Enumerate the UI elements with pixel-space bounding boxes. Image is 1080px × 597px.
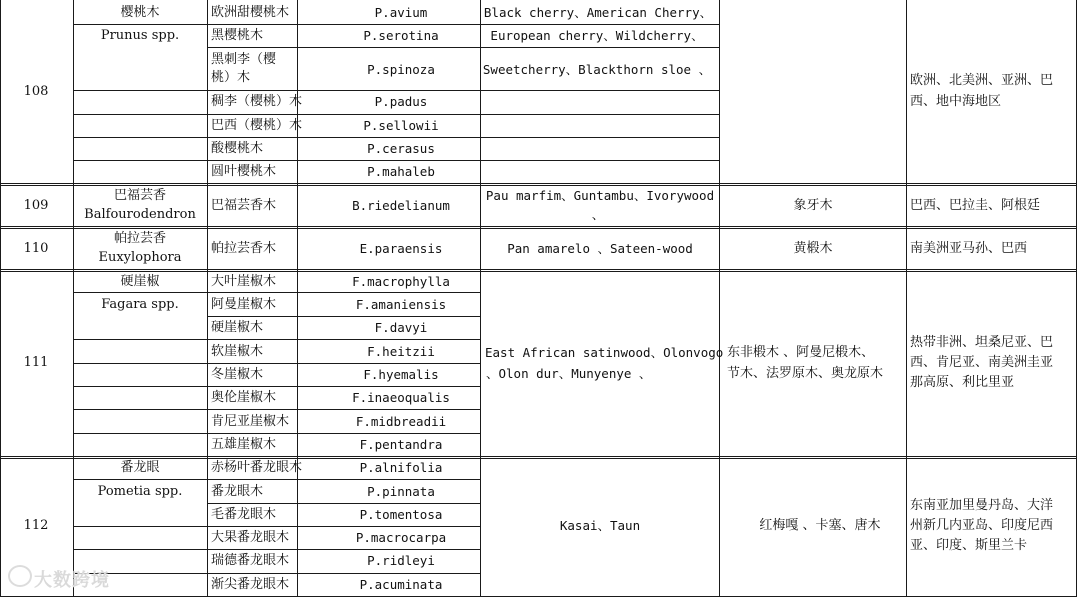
trade-name: 、 <box>591 207 605 222</box>
species-cn: 毛番龙眼木 <box>211 507 277 522</box>
species-latin: P.ridleyi <box>367 553 435 568</box>
species-cn: 黑刺李（樱桃）木 <box>211 52 277 85</box>
region: 热带非洲、坦桑尼亚、巴 <box>910 335 1054 350</box>
inner-line <box>73 433 480 434</box>
row-number: 112 <box>23 518 49 533</box>
inner-line <box>73 526 480 527</box>
species-latin: F.macrophylla <box>352 274 450 289</box>
species-cn: 渐尖番龙眼木 <box>211 577 290 592</box>
species-latin: P.cerasus <box>367 141 435 156</box>
table-border-right <box>1076 0 1077 597</box>
species-latin: P.mahaleb <box>367 164 435 179</box>
row-divider-111b <box>0 458 1077 459</box>
inner-line <box>73 114 720 115</box>
species-latin: P.pinnata <box>367 484 435 499</box>
trade-name: European cherry、Wildcherry、 <box>490 28 704 43</box>
inner-line <box>73 549 480 550</box>
inner-line <box>207 316 480 317</box>
species-cn: 硬崖椒木 <box>211 320 264 335</box>
row-divider-108 <box>0 183 1077 184</box>
row-divider-108b <box>0 185 1077 186</box>
genus-cn: 巴福芸香 <box>113 188 167 203</box>
genus-latin: Pometia spp. <box>97 484 183 499</box>
col-divider-cntrade <box>906 0 907 597</box>
species-cn: 帕拉芸香木 <box>211 241 277 256</box>
genus-latin: Fagara spp. <box>101 297 179 312</box>
genus-cn: 樱桃木 <box>120 5 160 20</box>
row-number: 111 <box>23 355 49 370</box>
species-cn: 奥伦崖椒木 <box>211 390 277 405</box>
row-divider-109 <box>0 226 1077 227</box>
genus-latin: Euxylophora <box>98 250 182 265</box>
species-cn: 巴西（樱桃）木 <box>211 118 303 133</box>
cn-trade-name: 节木、法罗原木、奥龙原木 <box>727 366 884 381</box>
inner-line <box>73 573 480 574</box>
species-latin: F.davyi <box>374 320 428 335</box>
row-divider-110 <box>0 269 1077 270</box>
region: 东南亚加里曼丹岛、大洋 <box>910 498 1054 513</box>
species-latin: F.midbreadii <box>355 414 447 429</box>
species-latin: F.heitzii <box>367 344 435 359</box>
cn-trade-name: 东非椴木 、阿曼尼椴木、 <box>727 345 875 360</box>
inner-line <box>73 339 480 340</box>
species-cn: 阿曼崖椒木 <box>211 297 277 312</box>
inner-line <box>73 292 480 293</box>
species-cn: 肯尼亚崖椒木 <box>211 414 290 429</box>
inner-line <box>73 409 480 410</box>
species-cn: 软崖椒木 <box>211 344 264 359</box>
species-latin: F.hyemalis <box>363 367 439 382</box>
region: 欧洲、北美洲、亚洲、巴 <box>910 73 1054 88</box>
species-cn: 冬崖椒木 <box>211 367 264 382</box>
row-number: 109 <box>23 198 49 213</box>
genus-cn: 番龙眼 <box>120 460 160 475</box>
species-cn: 大果番龙眼木 <box>211 530 290 545</box>
region: 西、地中海地区 <box>910 94 1002 109</box>
row-number: 110 <box>23 241 49 256</box>
species-cn: 赤杨叶番龙眼木 <box>211 460 303 475</box>
watermark-text: 大数跨境 <box>34 570 110 591</box>
cn-trade-name: 红梅嘎 、卡塞、唐木 <box>759 518 881 533</box>
row-divider-109b <box>0 228 1077 229</box>
genus-latin: Prunus spp. <box>100 28 180 43</box>
species-cn: 五雄崖椒木 <box>211 437 277 452</box>
species-cn: 酸樱桃木 <box>211 141 264 156</box>
species-latin: P.serotina <box>363 28 439 43</box>
trade-name: East African satinwood、Olonvogo <box>485 345 724 360</box>
cn-trade-name: 象牙木 <box>793 198 833 213</box>
trade-name: Black cherry、American Cherry、 <box>483 5 713 20</box>
region: 南美洲亚马孙、巴西 <box>910 241 1028 256</box>
trade-name: Sweetcherry、Blackthorn sloe 、 <box>482 62 712 77</box>
inner-line <box>207 503 480 504</box>
region: 西、肯尼亚、南美洲圭亚 <box>910 355 1054 370</box>
species-latin: P.tomentosa <box>359 507 443 522</box>
species-latin: F.inaeoqualis <box>352 390 450 405</box>
species-latin: F.amaniensis <box>355 297 447 312</box>
inner-line <box>207 47 720 48</box>
species-cn: 瑞德番龙眼木 <box>211 553 290 568</box>
species-latin: P.acuminata <box>359 577 443 592</box>
species-cn: 黑樱桃木 <box>211 28 264 43</box>
species-latin: E.paraensis <box>359 241 443 256</box>
genus-cn: 硬崖椒 <box>120 274 160 289</box>
trade-name: 、Olon dur、Munyenye 、 <box>486 366 652 381</box>
region: 巴西、巴拉圭、阿根廷 <box>910 198 1041 213</box>
trade-name: Kasai、Taun <box>559 518 641 533</box>
species-latin: P.macrocarpa <box>355 530 447 545</box>
inner-line <box>73 386 480 387</box>
watermark-logo-icon <box>8 565 32 587</box>
region: 州新几内亚岛、印度尼西 <box>910 518 1054 533</box>
species-cn: 巴福芸香木 <box>211 198 277 213</box>
inner-line <box>73 479 480 480</box>
species-cn: 圆叶樱桃木 <box>211 164 277 179</box>
row-number: 108 <box>23 84 49 99</box>
species-cn: 大叶崖椒木 <box>211 274 277 289</box>
inner-line <box>73 160 720 161</box>
table-border-left <box>0 0 1 597</box>
species-latin: P.sellowii <box>363 118 439 133</box>
species-latin: P.alnifolia <box>359 460 443 475</box>
row-divider-110b <box>0 271 1077 272</box>
inner-line <box>73 90 720 91</box>
species-latin: P.spinoza <box>367 62 435 77</box>
species-latin: P.padus <box>374 94 428 109</box>
region: 亚、印度、斯里兰卡 <box>910 538 1028 553</box>
inner-line <box>73 24 720 25</box>
species-latin: B.riedelianum <box>352 198 450 213</box>
species-latin: P.avium <box>374 5 428 20</box>
inner-line <box>73 137 720 138</box>
trade-name: Pan amarelo 、Sateen-wood <box>507 241 693 256</box>
species-cn: 稠李（樱桃）木 <box>211 94 303 109</box>
species-cn: 欧洲甜樱桃木 <box>211 5 290 20</box>
genus-latin: Balfourodendron <box>84 207 196 222</box>
species-latin: F.pentandra <box>359 437 443 452</box>
genus-cn: 帕拉芸香 <box>113 231 167 246</box>
cn-trade-name: 黄椴木 <box>793 241 833 256</box>
species-cn: 番龙眼木 <box>211 484 264 499</box>
trade-name: Pau marfim、Guntambu、Ivorywood <box>485 188 715 203</box>
region: 那高原、利比里亚 <box>910 375 1015 390</box>
inner-line <box>73 363 480 364</box>
row-divider-111 <box>0 456 1077 457</box>
